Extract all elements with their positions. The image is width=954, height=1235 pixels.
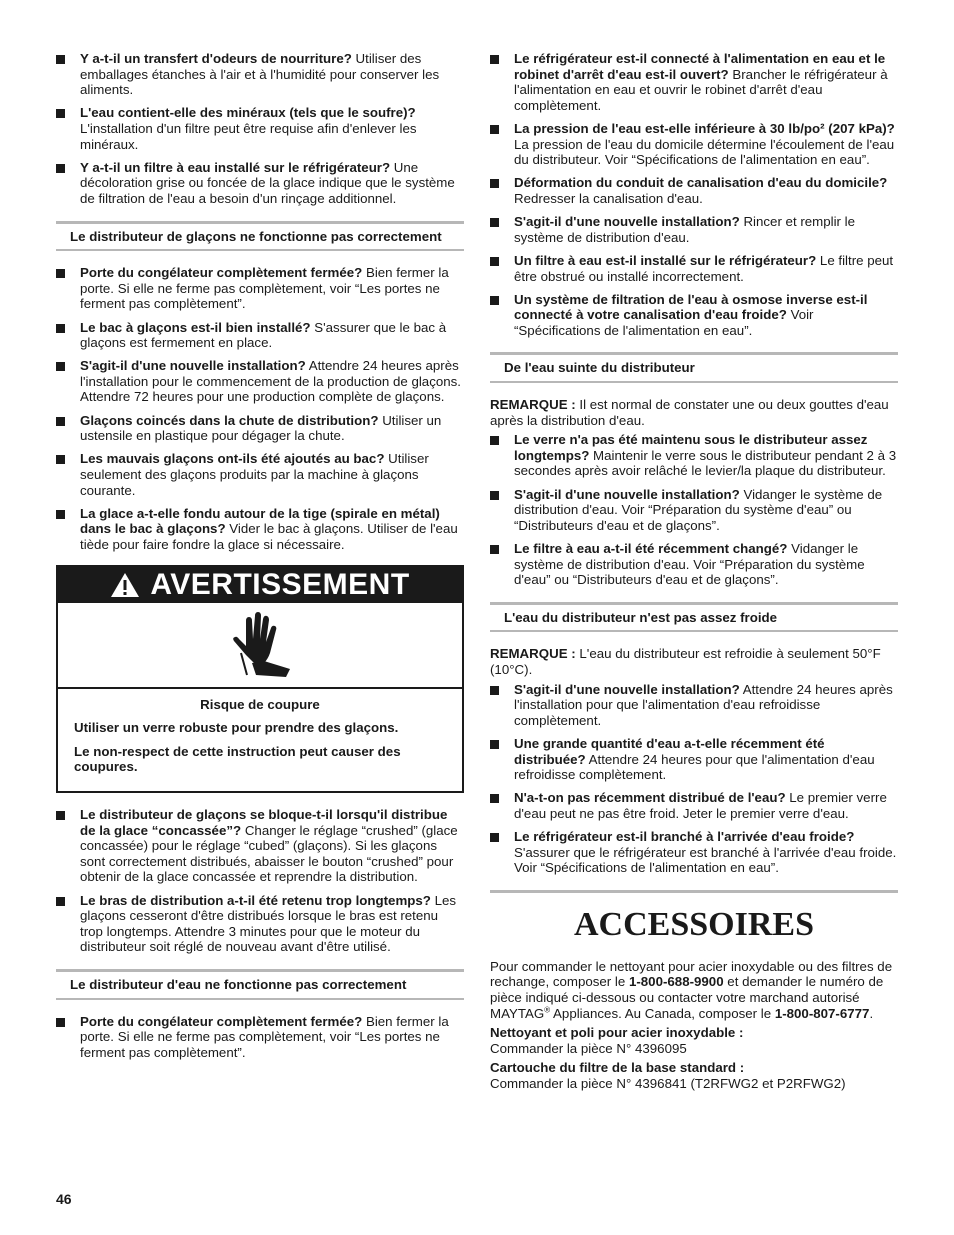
warning-text: Risque de coupure Utiliser un verre robuste pour prendre des glaçons. Le non-respect de cette instruction peut causer des coupures. (74, 696, 401, 775)
list-item: La pression de l'eau est-elle inférieure à 30 lb/po² (207 kPa)? La pression de l'eau du domicile détermine l'écoulement de l'eau du distributeur. Voir “Spécifications de l'alimentation en eau”. (490, 121, 898, 168)
list-item: S'agit-il d'une nouvelle installation? Vidanger le système de distribution d'eau. Voir “Préparation du système d'eau” ou “Distributeurs d'eau et de glaçons”. (490, 487, 898, 534)
list-item: Glaçons coincés dans la chute de distribution? Utiliser un ustensile en plastique pour dégager la chute. (56, 413, 464, 444)
warning-box (56, 565, 464, 793)
section-heading-water-dispenser: Le distributeur d'eau ne fonctionne pas correctement (56, 969, 464, 1000)
list-item: Le réfrigérateur est-il branché à l'arrivée d'eau froide? S'assurer que le réfrigérateur est branché à l'arrivée d'eau froide. Voir “Spécifications de l'alimentation en eau”. (490, 829, 898, 876)
list-item: Le filtre à eau a-t-il été récemment changé? Vidanger le système de distribution d'eau. Voir “Préparation du système d'eau” ou “Distributeurs d'eau et de glaçons”. (490, 541, 898, 588)
bullet-square-icon (490, 296, 499, 305)
accessory-item: Cartouche du filtre de la base standard : Commander la pièce N° 4396841 (T2RFWG2 et P2RFWG2) (490, 1060, 846, 1092)
list-item: L'eau contient-elle des minéraux (tels que le soufre)? L'installation d'un filtre peut être requise afin d'enlever les minéraux. (56, 105, 464, 152)
ice-dispenser-list (56, 265, 464, 552)
page-number: 46 (56, 1191, 72, 1207)
bullet-square-icon (490, 686, 499, 695)
water-dispenser-list-continued (490, 51, 898, 338)
list-item: Le verre n'a pas été maintenu sous le distributeur assez longtemps? Maintenir le verre sous le distributeur pendant 2 à 3 secondes après avoir relâché le levier/la plaque du distributeur. (490, 432, 898, 479)
bullet-square-icon (490, 545, 499, 554)
bullet-square-icon (490, 833, 499, 842)
section-heading-ice-dispenser: Le distributeur de glaçons ne fonctionne pas correctement (56, 221, 464, 252)
list-item: S'agit-il d'une nouvelle installation? Attendre 24 heures après l'installation pour que l'alimentation d'eau refroidisse complètement. (490, 682, 898, 729)
bullet-square-icon (490, 55, 499, 64)
list-item: S'agit-il d'une nouvelle installation? Attendre 24 heures après l'installation pour le commencement de la production de glaçons. Attendre 72 heures pour une production complète de glaçons. (56, 358, 464, 405)
warning-triangle-icon (110, 572, 140, 598)
warning-title: AVERTISSEMENT (150, 567, 410, 601)
water-cold-list (490, 682, 898, 876)
section-heading-water-leak: De l'eau suinte du distributeur (490, 352, 898, 383)
bullet-square-icon (56, 324, 65, 333)
bullet-square-icon (56, 362, 65, 371)
list-item: S'agit-il d'une nouvelle installation? Rincer et remplir le système de distribution d'eau. (490, 214, 898, 245)
list-item: Y a-t-il un transfert d'odeurs de nourriture? Utiliser des emballages étanches à l'air et à l'humidité pour conserver les aliments. (56, 51, 464, 98)
water-dispenser-list (56, 1014, 464, 1061)
list-item: Y a-t-il un filtre à eau installé sur le réfrigérateur? Une décoloration grise ou foncée de la glace indique que le système de filtration de l'eau a besoin d'un rinçage additionnel. (56, 160, 464, 207)
phone-canada: 1-800-807-6777 (774, 1005, 870, 1021)
list-item: Le bac à glaçons est-il bien installé? S'assurer que le bac à glaçons est fermement en place. (56, 320, 464, 351)
bullet-square-icon (490, 740, 499, 749)
warning-header (58, 567, 462, 603)
accessories-divider (490, 890, 898, 893)
list-item: La glace a-t-elle fondu autour de la tige (spirale en métal) dans le bac à glaçons? Vider le bac à glaçons. Utiliser de l'eau tiède pour faire fondre la glace si nécessaire. (56, 506, 464, 553)
bullet-square-icon (56, 897, 65, 906)
bullet-square-icon (56, 811, 65, 820)
bullet-square-icon (490, 257, 499, 266)
list-item: Déformation du conduit de canalisation d'eau du domicile? Redresser la canalisation d'eau. (490, 175, 898, 206)
bullet-square-icon (56, 55, 65, 64)
bullet-square-icon (490, 218, 499, 227)
cut-hand-icon (226, 611, 292, 677)
section-heading-water-cold: L'eau du distributeur n'est pas assez froide (490, 602, 898, 633)
list-item: Un filtre à eau est-il installé sur le réfrigérateur? Le filtre peut être obstrué ou installé incorrectement. (490, 253, 898, 284)
bullet-square-icon (56, 269, 65, 278)
list-item: Le réfrigérateur est-il connecté à l'alimentation en eau et le robinet d'arrêt d'eau est-il ouvert? Brancher le réfrigérateur à l'alimentation en eau et ouvrir le robinet d'arrêt d'eau complètement. (490, 51, 898, 113)
bullet-square-icon (56, 109, 65, 118)
list-item: Les mauvais glaçons ont-ils été ajoutés au bac? Utiliser seulement des glaçons produits par la machine à glaçons courante. (56, 451, 464, 498)
warning-pictogram (58, 603, 462, 689)
accessories-section (490, 890, 898, 1092)
phone-us: 1-800-688-9900 (628, 974, 724, 990)
ice-dispenser-list-continued (56, 807, 464, 955)
cold-note: REMARQUE : L'eau du distributeur est refroidie à seulement 50°F (10°C). (490, 646, 881, 677)
bullet-square-icon (56, 455, 65, 464)
bullet-square-icon (56, 164, 65, 173)
intro-list (56, 51, 464, 207)
list-item: Le bras de distribution a-t-il été retenu trop longtemps? Les glaçons cesseront d'être distribués lorsque le bras est retenu trop longtemps. Attendre 3 minutes pour que le moteur du distributeur soit réglé de nouveau avant d'être utilisé. (56, 893, 464, 955)
accessories-intro: Pour commander le nettoyant pour acier inoxydable ou des filtres de rechange, composer le 1-800-688-9900 et demander le numéro de pièce indiqué ci-dessous ou contacter votre marchand autorisé MAYTAG® Appliances. Au Canada, composer le 1-800-807-6777. (490, 958, 893, 1021)
accessory-item: Nettoyant et poli pour acier inoxydable : Commander la pièce N° 4396095 (490, 1025, 744, 1056)
leak-note: REMARQUE : Il est normal de constater une ou deux gouttes d'eau après la distribution d'eau. (490, 397, 889, 428)
list-item: Le distributeur de glaçons se bloque-t-il lorsqu'il distribue de la glace “concassée”? Changer le réglage “crushed” (glace concassée) pour le réglage “cubed” (glaçons). Si les glaçons sont correctement distribués, abaisser le bouton “crushed” pour obtenir de la glace concassée et reprendre la distribution. (56, 807, 464, 885)
water-leak-list (490, 432, 898, 588)
bullet-square-icon (490, 794, 499, 803)
list-item: Un système de filtration de l'eau à osmose inverse est-il connecté à votre canalisation d'eau froide? Voir “Spécifications de l'alimentation en eau”. (490, 292, 898, 339)
list-item: Porte du congélateur complètement fermée? Bien fermer la porte. Si elle ne ferme pas complètement, voir “Les portes ne ferment pas complètement”. (56, 265, 464, 312)
right-column (490, 51, 898, 1096)
left-column (56, 51, 464, 1068)
bullet-square-icon (490, 179, 499, 188)
bullet-square-icon (490, 125, 499, 134)
accessories-title: ACCESSOIRES (574, 905, 814, 943)
bullet-square-icon (56, 1018, 65, 1027)
list-item: Porte du congélateur complètement fermée? Bien fermer la porte. Si elle ne ferme pas complètement, voir “Les portes ne ferment pas complètement”. (56, 1014, 464, 1061)
bullet-square-icon (490, 436, 499, 445)
bullet-square-icon (56, 417, 65, 426)
list-item: N'a-t-on pas récemment distribué de l'eau? Le premier verre d'eau peut ne pas être froid. Jeter le premier verre d'eau. (490, 790, 898, 821)
list-item: Une grande quantité d'eau a-t-elle récemment été distribuée? Attendre 24 heures pour que l'alimentation d'eau refroidisse complètement. (490, 736, 898, 783)
bullet-square-icon (56, 510, 65, 519)
bullet-square-icon (490, 491, 499, 500)
